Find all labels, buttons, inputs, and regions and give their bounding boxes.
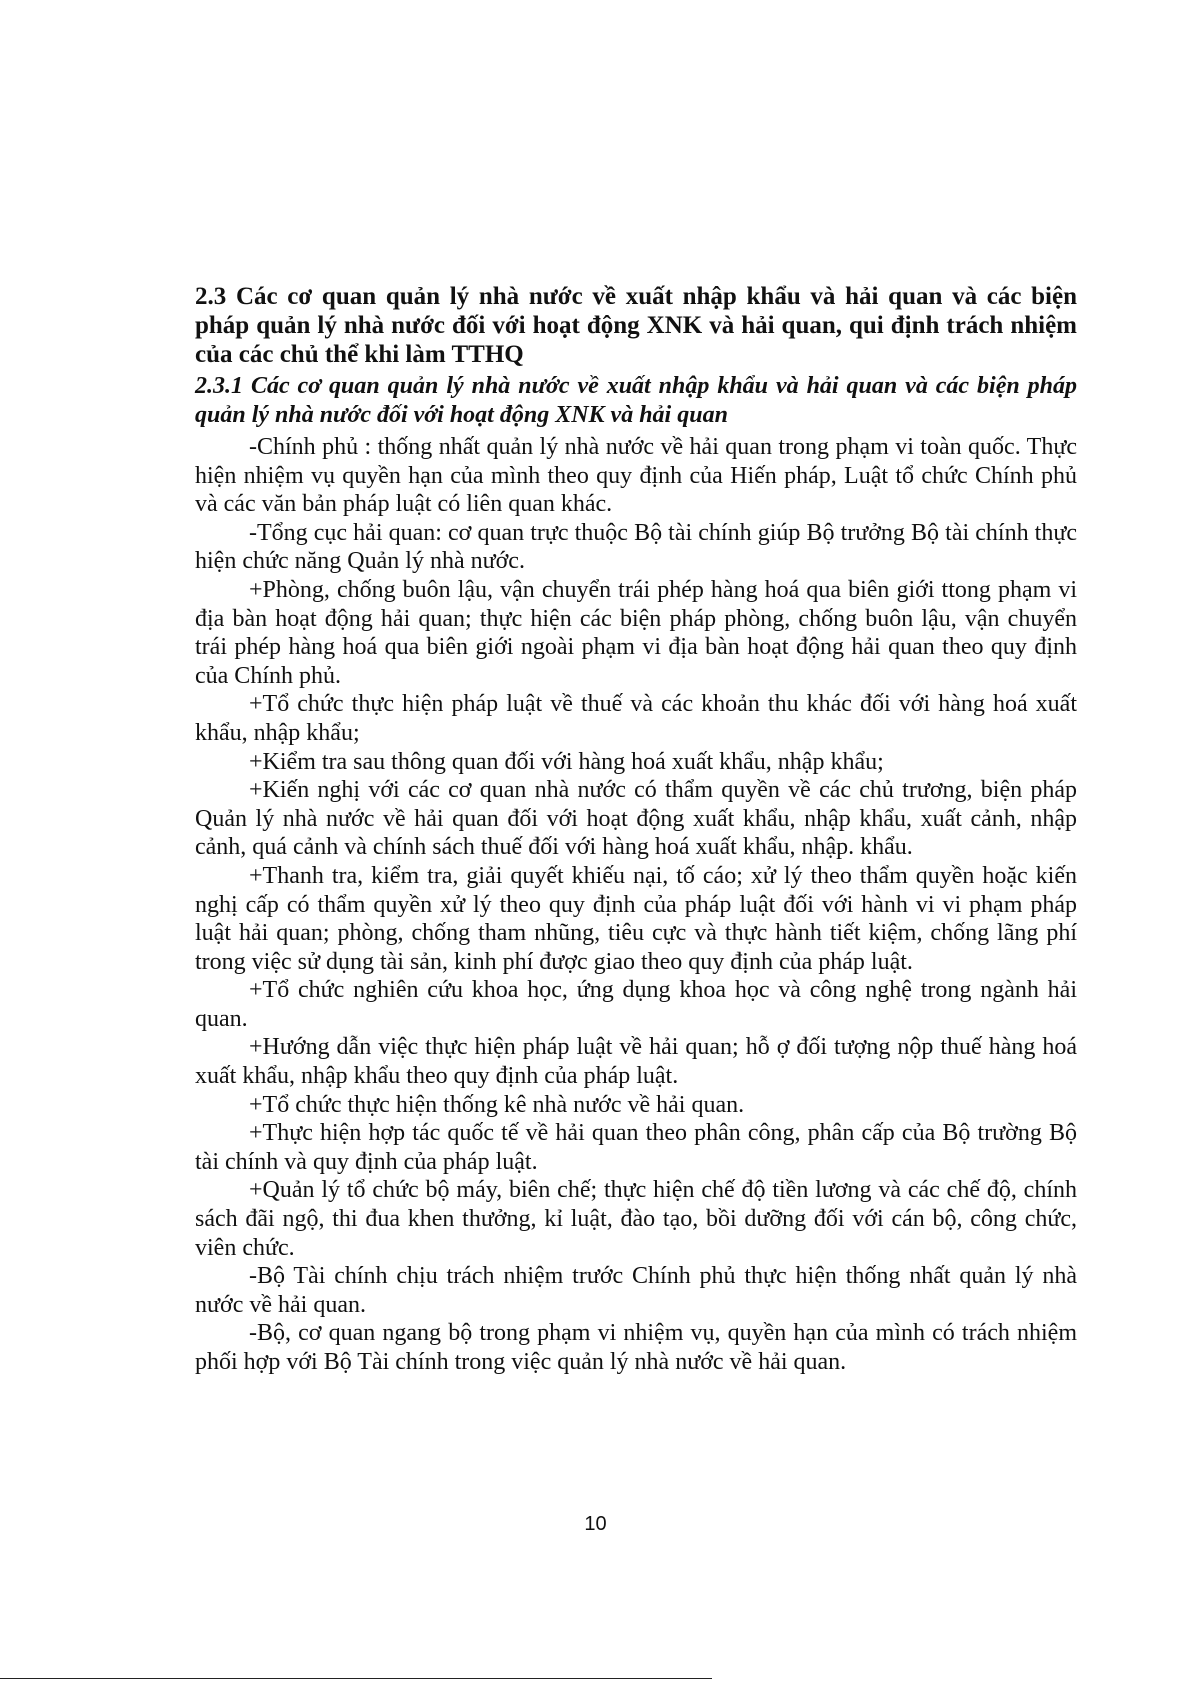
- paragraph-phong-chong-buon-lau: +Phòng, chống buôn lậu, vận chuyển trái phép hàng hoá qua biên giới ttong phạm vi địa bàn hoạt động hải quan; thực hiện các biện pháp phòng, chống buôn lậu, vận chuyển trái phép hàng hoá qua biên giới ngoài phạm vi địa bàn hoạt động hải quan theo quy định của Chính phủ.: [195, 576, 1077, 689]
- paragraph-hop-tac-quoc-te: +Thực hiện hợp tác quốc tế về hải quan theo phân công, phân cấp của Bộ trường Bộ tài chính và quy định của pháp luật.: [195, 1120, 1077, 1175]
- paragraph-bo-tai-chinh: -Bộ Tài chính chịu trách nhiệm trước Chính phủ thực hiện thống nhất quản lý nhà nước về hải quan.: [195, 1263, 1077, 1318]
- paragraph-thanh-tra: +Thanh tra, kiểm tra, giải quyết khiếu nại, tố cáo; xử lý theo thẩm quyền hoặc kiến nghị cấp có thẩm quyền xử lý theo quy định của pháp luật đối với hành vi vi phạm pháp luật hải quan; phòng, chống tham nhũng, tiêu cực và thực hành tiết kiệm, chống lãng phí trong việc sử dụng tài sản, kinh phí được giao theo quy định của pháp luật.: [195, 862, 1077, 975]
- page-number: 10: [584, 1513, 607, 1535]
- paragraph-nghien-cuu-khoa-hoc: +Tổ chức nghiên cứu khoa học, ứng dụng khoa học và công nghệ trong ngành hải quan.: [195, 977, 1077, 1032]
- paragraph-chinh-phu: -Chính phủ : thống nhất quản lý nhà nước về hải quan trong phạm vi toàn quốc. Thực hiện nhiệm vụ quyền hạn của mình theo quy định của Hiến pháp, Luật tổ chức Chính phủ và các văn bản pháp luật có liên quan khác.: [195, 434, 1077, 518]
- section-heading: 2.3 Các cơ quan quản lý nhà nước về xuất nhập khẩu và hải quan và các biện pháp quản lý nhà nước đối với hoạt động XNK và hải quan, qui định trách nhiệm của các chủ thể khi làm TTHQ: [195, 283, 1077, 368]
- footer-divider: [0, 1678, 712, 1679]
- paragraph-kiem-tra-sau-thong-quan: +Kiểm tra sau thông quan đối với hàng hoá xuất khẩu, nhập khẩu;: [249, 748, 884, 775]
- paragraph-co-quan-ngang-bo: -Bộ, cơ quan ngang bộ trong phạm vi nhiệm vụ, quyền hạn của mình có trách nhiệm phối hợp với Bộ Tài chính trong việc quản lý nhà nước về hải quan.: [195, 1320, 1077, 1375]
- subsection-heading: 2.3.1 Các cơ quan quản lý nhà nước về xuất nhập khẩu và hải quan và các biện pháp quản lý nhà nước đối với hoạt động XNK và hải quan: [195, 373, 1077, 428]
- page-content: [195, 282, 1077, 1377]
- paragraph-to-chuc-thue: +Tổ chức thực hiện pháp luật về thuế và các khoản thu khác đối với hàng hoá xuất khẩu, nhập khẩu;: [195, 691, 1077, 746]
- paragraph-kien-nghi: +Kiến nghị với các cơ quan nhà nước có thẩm quyền về các chủ trương, biện pháp Quản lý nhà nước về hải quan đối với hoạt động xuất khẩu, nhập khẩu, xuất cảnh, nhập cảnh, quá cảnh và chính sách thuế đối với hàng hoá xuất khẩu, nhập. khẩu.: [195, 777, 1077, 861]
- paragraph-tong-cuc-hai-quan: -Tổng cục hải quan: cơ quan trực thuộc Bộ tài chính giúp Bộ trưởng Bộ tài chính thực hiện chức năng Quản lý nhà nước.: [195, 519, 1077, 575]
- paragraph-quan-ly-to-chuc: +Quản lý tổ chức bộ máy, biên chế; thực hiện chế độ tiền lương và các chế độ, chính sách đãi ngộ, thi đua khen thưởng, kỉ luật, đào tạo, bồi dưỡng đối với cán bộ, công chức, viên chức.: [195, 1177, 1077, 1261]
- paragraph-thong-ke: +Tổ chức thực hiện thống kê nhà nước về hải quan.: [249, 1091, 745, 1118]
- paragraph-huong-dan: +Hướng dẫn việc thực hiện pháp luật về hải quan; hỗ ợ đối tượng nộp thuế hàng hoá xuất khẩu, nhập khẩu theo quy định của pháp luật.: [195, 1034, 1077, 1090]
